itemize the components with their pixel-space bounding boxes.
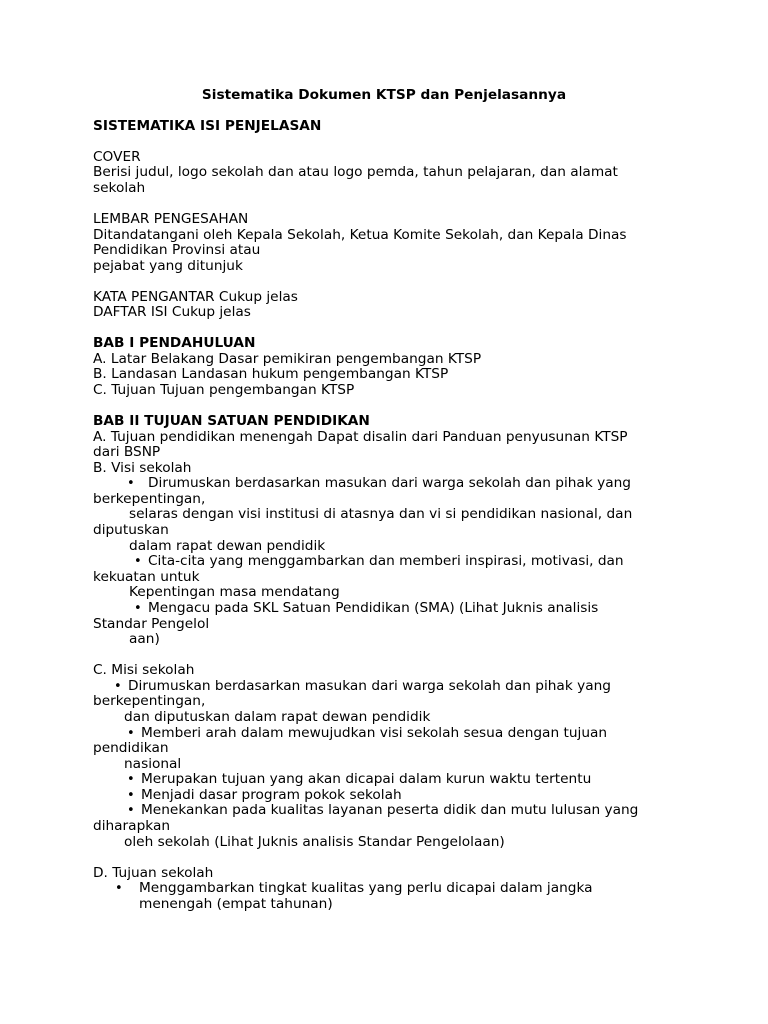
bullet-icon: • (127, 476, 135, 491)
bullet-icon: • (115, 881, 123, 896)
pengesahan-text-line: pejabat yang ditunjuk (93, 258, 243, 274)
visi-line: Standar Pengelol (93, 616, 210, 632)
visi-line: dalam rapat dewan pendidik (129, 538, 326, 554)
misi-line: Memberi arah dalam mewujudkan visi sekolah sesua dengan tujuan (141, 725, 608, 741)
bab1-item: C. Tujuan Tujuan pengembangan KTSP (93, 382, 355, 398)
visi-label: B. Visi sekolah (93, 460, 192, 476)
misi-line: pendidikan (93, 740, 169, 756)
bullet-icon: • (134, 554, 142, 569)
visi-line: Dirumuskan berdasarkan masukan dari warga sekolah dan pihak yang (148, 475, 631, 491)
cover-text-line: Berisi judul, logo sekolah dan atau logo pemda, tahun pelajaran, dan alamat (93, 164, 618, 180)
tujuan-label: D. Tujuan sekolah (93, 865, 214, 881)
bab1-item: B. Landasan Landasan hukum pengembangan KTSP (93, 366, 449, 382)
section-heading: SISTEMATIKA ISI PENJELASAN (93, 118, 322, 134)
pengesahan-text-line: Pendidikan Provinsi atau (93, 242, 261, 258)
visi-line: selaras dengan visi institusi di atasnya dan vi si pendidikan nasional, dan (129, 506, 633, 522)
bab1-item: A. Latar Belakang Dasar pemikiran pengembangan KTSP (93, 351, 482, 367)
pengesahan-label: LEMBAR PENGESAHAN (93, 211, 249, 227)
visi-line: aan) (129, 631, 160, 647)
visi-line: berkepentingan, (93, 491, 206, 507)
visi-line: diputuskan (93, 522, 169, 538)
daftar-isi: DAFTAR ISI Cukup jelas (93, 304, 251, 320)
tujuan-line: Menggambarkan tingkat kualitas yang perlu dicapai dalam jangka (139, 880, 593, 896)
misi-line: Menjadi dasar program pokok sekolah (141, 787, 402, 803)
visi-line: Mengacu pada SKL Satuan Pendidikan (SMA) (Lihat Juknis analisis (148, 600, 599, 616)
misi-line: diharapkan (93, 818, 171, 834)
misi-line: berkepentingan, (93, 693, 206, 709)
cover-label: COVER (93, 149, 141, 165)
tujuan-line: menengah (empat tahunan) (139, 896, 333, 912)
bullet-icon: • (127, 788, 135, 803)
misi-line: dan diputuskan dalam rapat dewan pendidik (124, 709, 431, 725)
visi-line: kekuatan untuk (93, 569, 200, 585)
kata-pengantar: KATA PENGANTAR Cukup jelas (93, 289, 298, 305)
misi-line: Merupakan tujuan yang akan dicapai dalam kurun waktu tertentu (141, 771, 592, 787)
bab2-heading: BAB II TUJUAN SATUAN PENDIDIKAN (93, 413, 370, 429)
bab1-heading: BAB I PENDAHULUAN (93, 335, 256, 351)
document-title: Sistematika Dokumen KTSP dan Penjelasannya (201, 87, 567, 103)
bullet-icon: • (134, 601, 142, 616)
bullet-icon: • (127, 772, 135, 787)
bullet-icon: • (127, 726, 135, 741)
bab2-a-line: dari BSNP (93, 444, 161, 460)
misi-line: Dirumuskan berdasarkan masukan dari warga sekolah dan pihak yang (128, 678, 611, 694)
misi-label: C. Misi sekolah (93, 662, 195, 678)
visi-line: Cita-cita yang menggambarkan dan memberi inspirasi, motivasi, dan (148, 553, 624, 569)
misi-line: nasional (124, 756, 182, 772)
misi-line: Menekankan pada kualitas layanan peserta didik dan mutu lulusan yang (141, 802, 639, 818)
misi-line: oleh sekolah (Lihat Juknis analisis Standar Pengelolaan) (124, 834, 505, 850)
visi-line: Kepentingan masa mendatang (129, 584, 340, 600)
bullet-icon: • (114, 679, 122, 694)
cover-text-line: sekolah (93, 180, 146, 196)
pengesahan-text-line: Ditandatangani oleh Kepala Sekolah, Ketua Komite Sekolah, dan Kepala Dinas (93, 227, 627, 243)
bullet-icon: • (127, 803, 135, 818)
bab2-a-line: A. Tujuan pendidikan menengah Dapat disalin dari Panduan penyusunan KTSP (93, 429, 628, 445)
